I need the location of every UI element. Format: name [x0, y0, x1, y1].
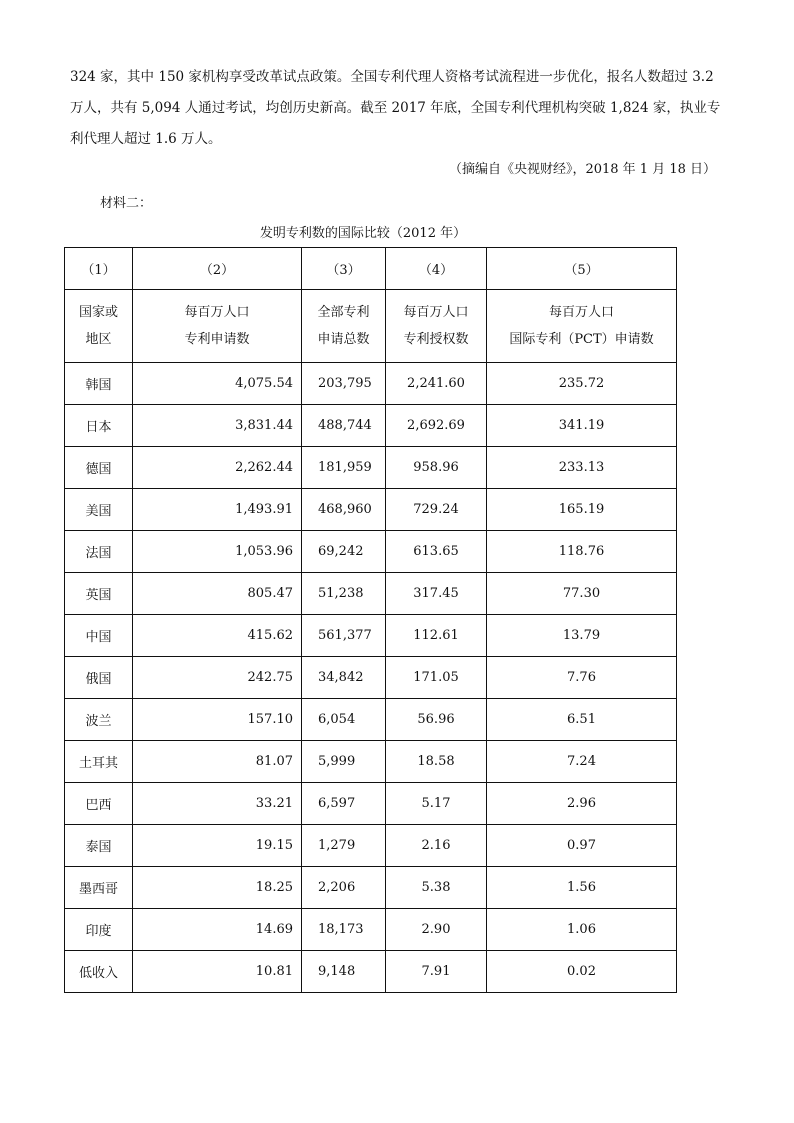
value-cell: 4,075.54: [133, 363, 302, 405]
country-cell: 英国: [65, 573, 133, 615]
table-row: [65, 867, 677, 909]
table-row: [65, 405, 677, 447]
value-cell: 10.81: [133, 951, 302, 993]
country-cell: 韩国: [65, 363, 133, 405]
value-cell: 9,148: [302, 951, 386, 993]
value-cell: 805.47: [133, 573, 302, 615]
value-cell: 958.96: [386, 447, 487, 489]
value-cell: 5.17: [386, 783, 487, 825]
column-number: （3）: [302, 248, 386, 290]
value-cell: 0.02: [487, 951, 677, 993]
value-cell: 171.05: [386, 657, 487, 699]
value-cell: 613.65: [386, 531, 487, 573]
value-cell: 5.38: [386, 867, 487, 909]
country-cell: 印度: [65, 909, 133, 951]
table-row: [65, 951, 677, 993]
value-cell: 7.91: [386, 951, 487, 993]
header-line: 申请总数: [317, 332, 370, 347]
paragraph-line: 利代理人超过 1.6 万人。: [70, 131, 222, 147]
value-cell: 18.58: [386, 741, 487, 783]
table-row: [65, 825, 677, 867]
column-number: （5）: [487, 248, 677, 290]
patent-comparison-table: [64, 247, 677, 993]
value-cell: 1,279: [302, 825, 386, 867]
country-cell: 泰国: [65, 825, 133, 867]
value-cell: 2,206: [302, 867, 386, 909]
value-cell: 1,493.91: [133, 489, 302, 531]
table-row: [65, 783, 677, 825]
header-cell: [302, 290, 386, 363]
value-cell: 13.79: [487, 615, 677, 657]
table-row: [65, 531, 677, 573]
table-row: [65, 657, 677, 699]
table-title: 发明专利数的国际比较（2012 年）: [259, 226, 467, 241]
value-cell: 1.06: [487, 909, 677, 951]
value-cell: 14.69: [133, 909, 302, 951]
value-cell: 181,959: [302, 447, 386, 489]
value-cell: 33.21: [133, 783, 302, 825]
value-cell: 2,692.69: [386, 405, 487, 447]
value-cell: 2.90: [386, 909, 487, 951]
paragraph-line: 324 家，其中 150 家机构享受改革试点政策。全国专利代理人资格考试流程进一步优化，报名人数超过 3.2: [70, 69, 714, 85]
value-cell: 19.15: [133, 825, 302, 867]
value-cell: 242.75: [133, 657, 302, 699]
country-cell: 日本: [65, 405, 133, 447]
country-cell: 波兰: [65, 699, 133, 741]
value-cell: 7.76: [487, 657, 677, 699]
value-cell: 341.19: [487, 405, 677, 447]
country-cell: 德国: [65, 447, 133, 489]
value-cell: 165.19: [487, 489, 677, 531]
header-line: 全部专利: [317, 305, 370, 320]
table-row: [65, 699, 677, 741]
header-line: 国家或: [78, 305, 118, 320]
value-cell: 468,960: [302, 489, 386, 531]
header-line: 国际专利（PCT）申请数: [509, 332, 654, 347]
country-cell: 墨西哥: [65, 867, 133, 909]
value-cell: 34,842: [302, 657, 386, 699]
value-cell: 157.10: [133, 699, 302, 741]
value-cell: 7.24: [487, 741, 677, 783]
value-cell: 235.72: [487, 363, 677, 405]
value-cell: 112.61: [386, 615, 487, 657]
value-cell: 18,173: [302, 909, 386, 951]
country-cell: 法国: [65, 531, 133, 573]
value-cell: 488,744: [302, 405, 386, 447]
country-cell: 俄国: [65, 657, 133, 699]
value-cell: 1.56: [487, 867, 677, 909]
value-cell: 2.16: [386, 825, 487, 867]
material-label: 材料二：: [100, 196, 153, 211]
column-number-row: [65, 248, 677, 290]
value-cell: 69,242: [302, 531, 386, 573]
value-cell: 81.07: [133, 741, 302, 783]
value-cell: 3,831.44: [133, 405, 302, 447]
value-cell: 77.30: [487, 573, 677, 615]
value-cell: 729.24: [386, 489, 487, 531]
value-cell: 233.13: [487, 447, 677, 489]
header-cell: [386, 290, 487, 363]
value-cell: 6,054: [302, 699, 386, 741]
value-cell: 203,795: [302, 363, 386, 405]
header-row: [65, 290, 677, 363]
country-cell: 中国: [65, 615, 133, 657]
country-cell: 美国: [65, 489, 133, 531]
table-row: [65, 615, 677, 657]
value-cell: 118.76: [487, 531, 677, 573]
value-cell: 0.97: [487, 825, 677, 867]
value-cell: 5,999: [302, 741, 386, 783]
value-cell: 18.25: [133, 867, 302, 909]
value-cell: 2.96: [487, 783, 677, 825]
column-number: （2）: [133, 248, 302, 290]
value-cell: 415.62: [133, 615, 302, 657]
value-cell: 1,053.96: [133, 531, 302, 573]
value-cell: 2,262.44: [133, 447, 302, 489]
header-line: 专利申请数: [184, 332, 250, 347]
table-row: [65, 447, 677, 489]
value-cell: 51,238: [302, 573, 386, 615]
header-line: 专利授权数: [403, 332, 469, 347]
column-number: （4）: [386, 248, 487, 290]
intro-paragraph: [70, 62, 725, 155]
header-cell: [487, 290, 677, 363]
table-row: [65, 741, 677, 783]
table-row: [65, 909, 677, 951]
value-cell: 56.96: [386, 699, 487, 741]
paragraph-line: 万人，共有 5,094 人通过考试，均创历史新高。截至 2017 年底，全国专利代理机构突破 1,824 家，执业专: [70, 100, 721, 116]
header-line: 每百万人口: [403, 305, 469, 320]
value-cell: 561,377: [302, 615, 386, 657]
header-line: 每百万人口: [184, 305, 250, 320]
country-cell: 低收入: [65, 951, 133, 993]
header-cell: [133, 290, 302, 363]
country-cell: 土耳其: [65, 741, 133, 783]
column-number: （1）: [65, 248, 133, 290]
value-cell: 6,597: [302, 783, 386, 825]
header-line: 每百万人口: [548, 305, 614, 320]
table-row: [65, 489, 677, 531]
header-line: 地区: [85, 332, 112, 347]
header-cell: [65, 290, 133, 363]
value-cell: 6.51: [487, 699, 677, 741]
country-cell: 巴西: [65, 783, 133, 825]
table-row: [65, 573, 677, 615]
value-cell: 2,241.60: [386, 363, 487, 405]
table-row: [65, 363, 677, 405]
source-citation: （摘编自《央视财经》，2018 年 1 月 18 日）: [448, 162, 716, 177]
value-cell: 317.45: [386, 573, 487, 615]
